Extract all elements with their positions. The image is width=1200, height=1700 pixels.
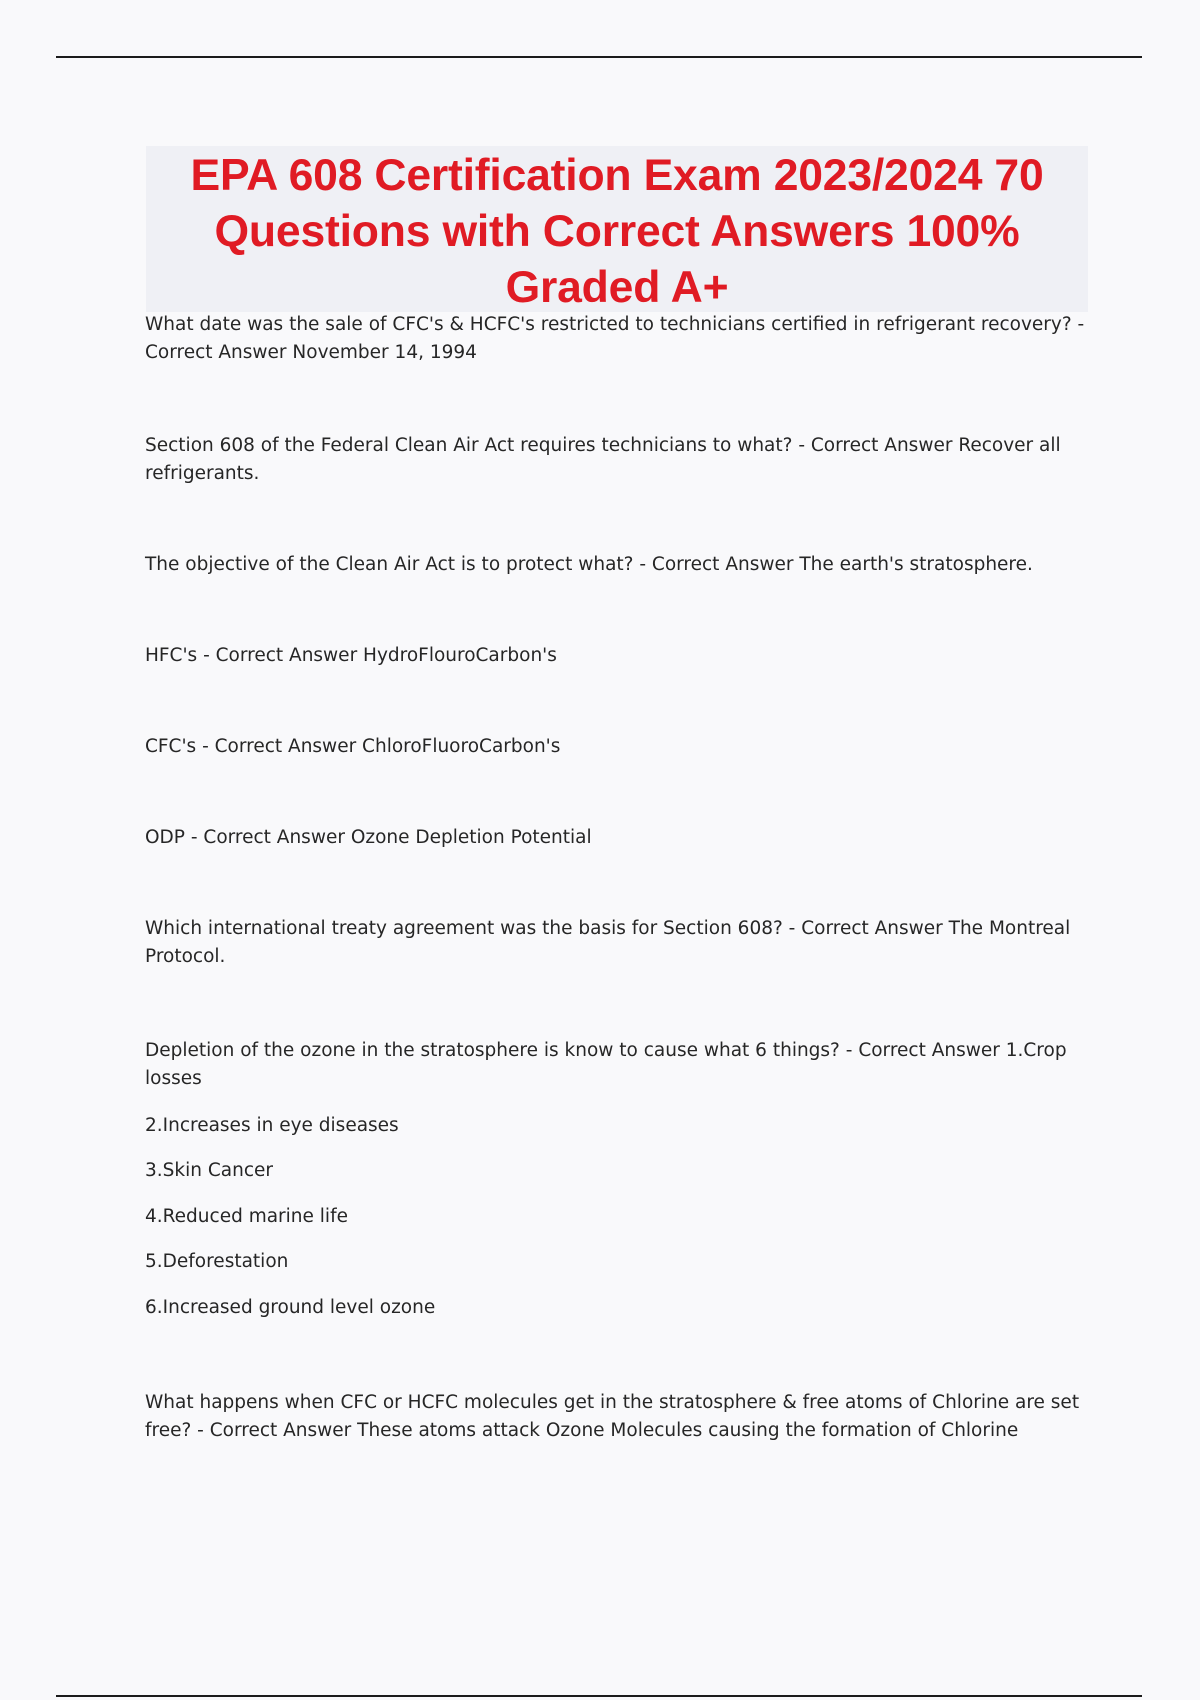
text-line: Depletion of the ozone in the stratosphere is know to cause what 6 things? - Correct Answer 1.Crop	[145, 1040, 1067, 1061]
qa-paragraph	[145, 1389, 1080, 1445]
text-line: The objective of the Clean Air Act is to protect what? - Correct Answer The earth's stratosphere.	[145, 554, 1033, 575]
text-line: What happens when CFC or HCFC molecules get in the stratosphere & free atoms of Chlorine are set	[145, 1392, 1080, 1413]
title-line-1: EPA 608 Certification Exam 2023/2024 70	[190, 151, 1044, 200]
qa-paragraph	[145, 551, 1075, 579]
top-rule	[56, 56, 1142, 58]
qa-paragraph	[145, 642, 1075, 670]
qa-paragraph	[145, 311, 1085, 367]
text-line: 5.Deforestation	[145, 1251, 289, 1272]
list-item	[145, 1248, 1075, 1276]
text-line: losses	[145, 1068, 202, 1089]
text-line: Section 608 of the Federal Clean Air Act requires technicians to what? - Correct Answer Recover all	[145, 435, 1061, 456]
list-item	[145, 1112, 1075, 1140]
title-banner	[146, 146, 1088, 312]
text-line: Correct Answer November 14, 1994	[145, 342, 477, 363]
text-line: refrigerants.	[145, 463, 260, 484]
text-line: free? - Correct Answer These atoms attack Ozone Molecules causing the formation of Chlorine	[145, 1420, 1019, 1441]
text-line: 6.Increased ground level ozone	[145, 1297, 436, 1318]
qa-paragraph	[145, 1037, 1075, 1093]
qa-paragraph	[145, 915, 1075, 971]
qa-paragraph	[145, 824, 1075, 852]
text-line: Which international treaty agreement was the basis for Section 608? - Correct Answer The Montreal	[145, 918, 1071, 939]
text-line: ODP - Correct Answer Ozone Depletion Potential	[145, 827, 592, 848]
document-title	[146, 146, 1088, 316]
text-line: CFC's - Correct Answer ChloroFluoroCarbon's	[145, 736, 561, 757]
list-item	[145, 1157, 1075, 1185]
text-line: 4.Reduced marine life	[145, 1206, 348, 1227]
text-line: 3.Skin Cancer	[145, 1160, 273, 1181]
list-item	[145, 1203, 1075, 1231]
list-item	[145, 1294, 1075, 1322]
text-line: 2.Increases in eye diseases	[145, 1115, 399, 1136]
text-line: What date was the sale of CFC's & HCFC's restricted to technicians certified in refrigerant recovery? -	[145, 314, 1085, 335]
text-line: HFC's - Correct Answer HydroFlouroCarbon's	[145, 645, 557, 666]
bottom-rule	[56, 1695, 1142, 1697]
qa-paragraph	[145, 432, 1075, 488]
text-line: Protocol.	[145, 946, 226, 967]
title-line-2: Questions with Correct Answers 100%	[214, 207, 1020, 256]
title-line-3: Graded A+	[505, 263, 729, 312]
qa-paragraph	[145, 733, 1075, 761]
